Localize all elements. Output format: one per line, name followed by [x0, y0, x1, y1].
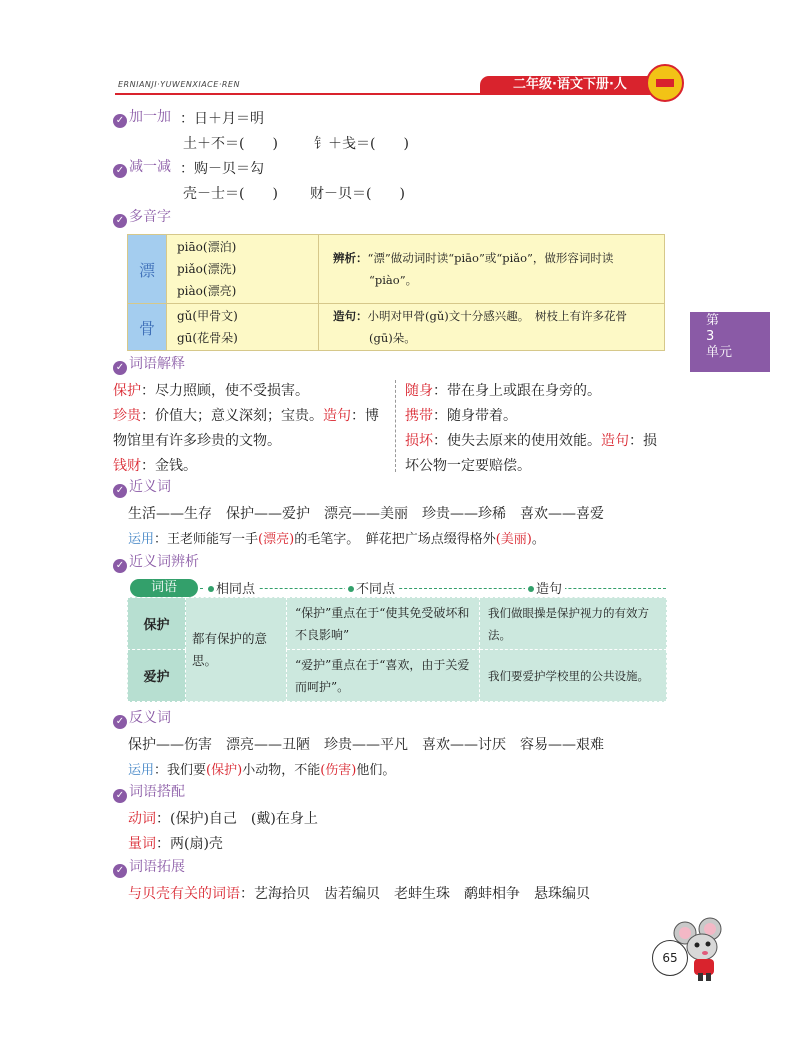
dapei-label: 动词 — [128, 811, 156, 827]
header-same — [205, 578, 258, 597]
dapei-label: 量词 — [128, 836, 156, 852]
duoyin-pinyin-cell — [167, 235, 319, 304]
section-dapei-heading — [113, 783, 185, 801]
bianxi-same: 都有保护的意思。 — [186, 598, 287, 702]
def-baohu — [113, 380, 309, 400]
section-jianyijian-heading — [113, 158, 171, 176]
check-icon: ✓ — [113, 484, 127, 498]
term: 钱财 — [113, 458, 141, 474]
jinyici-list: 生活——生存 保护——爱护 漂亮——美丽 珍贵——珍稀 喜欢——喜爱 — [128, 506, 604, 522]
section-title: 多音字 — [129, 209, 171, 225]
fanyici-usage — [128, 759, 395, 778]
usage-highlight: (美丽) — [495, 532, 532, 547]
unit-tab-line1: 第 — [706, 313, 720, 328]
jinyici-usage — [128, 528, 545, 547]
pinyin-reading: gǔ(甲骨文) — [177, 309, 238, 323]
usage-text: ：我们要 — [154, 763, 207, 778]
unit-tab-line2: 3 — [706, 329, 715, 344]
duoyin-explain-cell — [319, 304, 665, 351]
usage-label: 运用 — [128, 532, 155, 547]
check-icon: ✓ — [113, 715, 127, 729]
usage-highlight: (伤害) — [320, 763, 357, 778]
book-badge-icon — [646, 64, 684, 102]
def-sunhuai-example: 坏公物一定要赔偿。 — [405, 458, 531, 474]
term: 珍贵 — [113, 408, 141, 424]
duoyinzi-table — [127, 234, 665, 351]
jiayijia-line1: ：日＋月＝明 — [180, 111, 264, 127]
pinyin-reading: gū(花骨朵) — [177, 331, 238, 345]
jianyijian-line1: ：购－贝＝勾 — [180, 161, 264, 177]
bianxi-table — [127, 597, 667, 702]
dot-icon — [348, 586, 354, 592]
check-icon: ✓ — [113, 361, 127, 375]
bianxi-word: 保护 — [128, 598, 186, 650]
section-jinyici-heading — [113, 478, 171, 496]
check-icon: ✓ — [113, 114, 127, 128]
usage-text: 。 — [531, 532, 545, 547]
jiayijia-exercise-b: 钅＋戋＝( ) — [314, 136, 409, 152]
bianxi-example: 我们要爱护学校里的公共设施。 — [480, 650, 667, 702]
usage-text: 小动物，不能 — [242, 763, 321, 778]
bianxi-diff: “保护”重点在于“使其免受破坏和不良影响” — [287, 598, 480, 650]
definition: ：尽力照顾，使不受损害。 — [141, 383, 309, 399]
pinyin-reading: piǎo(漂洗) — [177, 262, 237, 276]
check-icon: ✓ — [113, 864, 127, 878]
section-duoyinzi-heading — [113, 208, 171, 226]
explain-text-cont: (gū)朵。 — [369, 331, 416, 345]
section-jiayijia-heading — [113, 108, 171, 126]
section-title: 加一加 — [129, 109, 171, 125]
section-title: 词语搭配 — [129, 784, 185, 800]
jiayijia-exercise-a: 土＋不＝( ) — [183, 136, 278, 152]
def-suishen — [405, 380, 601, 400]
definition: ：随身带着。 — [433, 408, 517, 424]
bianxi-diff: “爱护”重点在于“喜欢，由于关爱而呵护”。 — [287, 650, 480, 702]
dot-icon — [208, 586, 214, 592]
duoyin-char: 漂 — [128, 235, 167, 304]
duoyin-pinyin-cell — [167, 304, 319, 351]
header-diff — [345, 578, 398, 597]
def-sunhuai — [405, 430, 657, 450]
section-title: 词语拓展 — [129, 859, 185, 875]
header-label: 造句 — [536, 582, 563, 597]
tuozhan-line — [128, 883, 590, 903]
dot-icon — [528, 586, 534, 592]
dapei-dongci — [128, 808, 318, 828]
explain-text: 小明对甲骨(gǔ)文十分感兴趣。 树枝上有许多花骨 — [367, 309, 627, 323]
term: 保护 — [113, 383, 141, 399]
section-title: 词语解释 — [129, 356, 185, 372]
duoyin-char: 骨 — [128, 304, 167, 351]
unit-tab-line3: 单元 — [706, 345, 733, 360]
section-fanyici-heading — [113, 709, 171, 727]
tuozhan-label: 与贝壳有关的词语 — [128, 886, 240, 902]
definition: ：金钱。 — [141, 458, 197, 474]
header-example — [525, 578, 565, 597]
section-tuozhan-heading — [113, 858, 185, 876]
term: 携带 — [405, 408, 433, 424]
check-icon: ✓ — [113, 164, 127, 178]
check-icon: ✓ — [113, 214, 127, 228]
usage-text: 的毛笔字。 鲜花把广场点缀得格外 — [294, 532, 496, 547]
zaoju-label: 造句 — [323, 408, 351, 424]
header-label: 不同点 — [356, 582, 396, 597]
bianxi-table-header — [130, 578, 670, 598]
explain-label: 造句： — [333, 309, 368, 323]
check-icon: ✓ — [113, 559, 127, 573]
example-start: ：博 — [351, 408, 379, 424]
def-zhengui-example: 物馆里有许多珍贵的文物。 — [113, 433, 281, 449]
jianyijian-exercise-b: 财－贝＝( ) — [310, 186, 405, 202]
pinyin-reading: piào(漂亮) — [177, 284, 237, 298]
bianxi-word: 爱护 — [128, 650, 186, 702]
jianyijian-exercise-a: 壳－士＝( ) — [183, 186, 278, 202]
unit-side-tab — [690, 312, 770, 372]
example-start: ：损 — [629, 433, 657, 449]
section-title: 近义词辨析 — [129, 554, 199, 570]
header-series-code: ERNIANJI·YUWENXIACE·REN — [118, 80, 240, 89]
usage-highlight: (保护) — [206, 763, 243, 778]
def-zhengui — [113, 405, 379, 425]
section-title: 反义词 — [129, 710, 171, 726]
section-ciyujieshi-heading — [113, 355, 185, 373]
header-label: 相同点 — [216, 582, 256, 597]
term: 损坏 — [405, 433, 433, 449]
fanyici-list: 保护——伤害 漂亮——丑陋 珍贵——平凡 喜欢——讨厌 容易——艰难 — [128, 737, 604, 753]
usage-highlight: (漂亮) — [258, 532, 295, 547]
def-qiancai — [113, 455, 197, 475]
definition: ：使失去原来的使用效能。 — [433, 433, 601, 449]
usage-label: 运用 — [128, 763, 155, 778]
dapei-text: ：(保护)自己 (戴)在身上 — [156, 811, 318, 827]
dapei-text: ：两(扇)壳 — [156, 836, 223, 852]
pinyin-reading: piāo(漂泊) — [177, 240, 237, 254]
section-title: 近义词 — [129, 479, 171, 495]
explain-text: “漂”做动词时读“piāo”或“piǎo”，做形容词时读 — [367, 251, 614, 265]
explain-label: 辨析： — [333, 251, 368, 265]
explain-text-cont: “piào”。 — [369, 273, 418, 287]
definition: ：带在身上或跟在身旁的。 — [433, 383, 601, 399]
column-divider — [395, 380, 396, 472]
duoyin-explain-cell — [319, 235, 665, 304]
dapei-liangci — [128, 833, 223, 853]
page-number: 65 — [652, 940, 688, 976]
usage-text: 他们。 — [356, 763, 396, 778]
zaoju-label: 造句 — [601, 433, 629, 449]
section-bianxi-heading — [113, 553, 199, 571]
tuozhan-text: ：艺海拾贝 齿若编贝 老蚌生珠 鹬蚌相争 悬珠编贝 — [240, 886, 590, 902]
definition: ：价值大；意义深刻；宝贵。 — [141, 408, 323, 424]
header-dash-line — [200, 588, 666, 589]
usage-text: ：王老师能写一手 — [154, 532, 259, 547]
check-icon: ✓ — [113, 789, 127, 803]
bianxi-example: 我们做眼操是保护视力的有效方法。 — [480, 598, 667, 650]
def-xiedai — [405, 405, 517, 425]
ciyu-pill: 词语 — [130, 579, 198, 597]
header-banner: 二年级·语文下册·人 — [480, 76, 660, 94]
section-title: 减一减 — [129, 159, 171, 175]
term: 随身 — [405, 383, 433, 399]
